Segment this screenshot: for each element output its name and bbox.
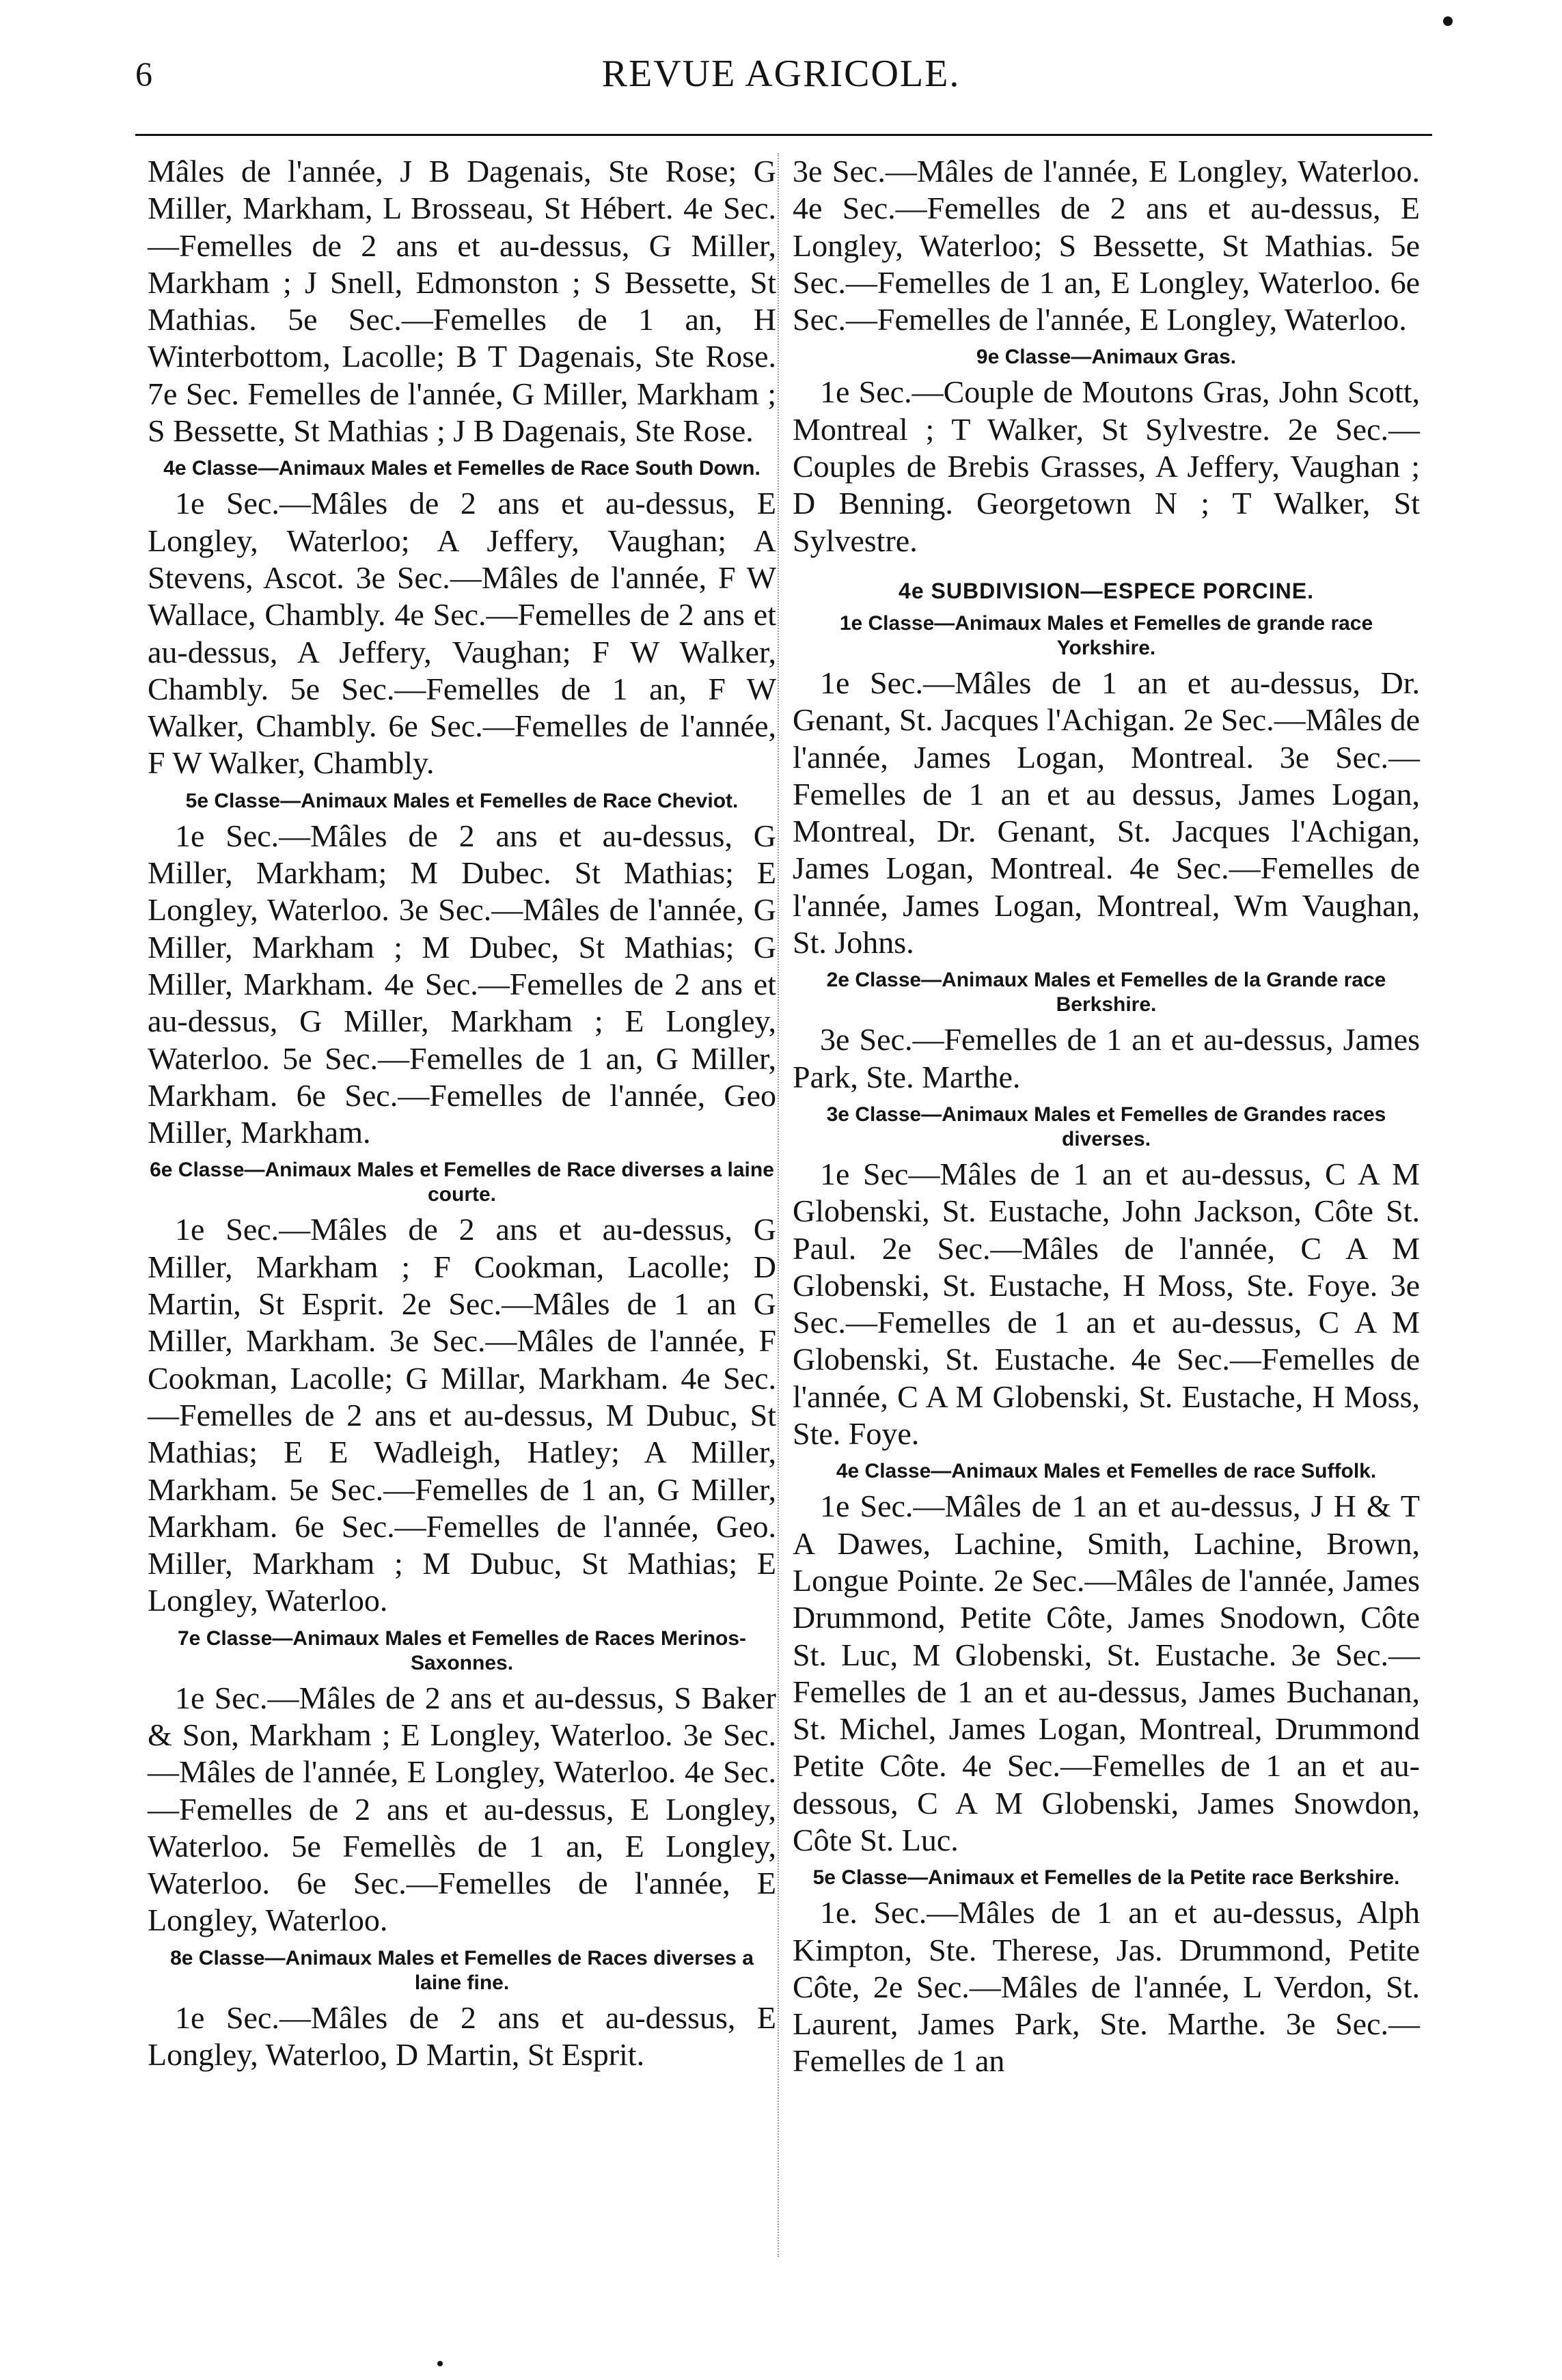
- class-heading-suffolk: 4e Classe—Animaux Males et Femelles de race Suffolk.: [836, 1460, 1377, 1483]
- page-number: 6: [135, 55, 152, 93]
- page-speck: [437, 2361, 443, 2366]
- paragraph: 1e Sec.—Mâles de 1 an et au-dessus, J H & T A Dawes, Lachine, Smith, Lachine, Brown, Longue Pointe. 2e Sec.—Mâles de l'année, James Drummond, Petite Côte, James Snodown, Côte St. Luc, M Globenski, St. Eustache. 3e Sec.—Femelles de 1 an et au-dessus, James Buchanan, St. Michel, James Logan, Montreal, Drummond Petite Côte. 4e Sec.—Femelles de 1 an et au-dessous, C A M Globenski, James Snowdon, Côte St. Luc.: [793, 1489, 1420, 1857]
- page-speck: [1443, 16, 1453, 26]
- paragraph: 1e Sec.—Mâles de 2 ans et au-dessus, G Miller, Markham; M Dubec. St Mathias; E Longley, Waterloo. 3e Sec.—Mâles de l'année, G Miller, Markham ; M Dubec, St Mathias; G Miller, Markham. 4e Sec.—Femelles de 2 ans et au-dessus, G Miller, Markham ; E Longley, Waterloo. 5e Sec.—Femelles de 1 an, G Miller, Markham. 6e Sec.—Femelles de l'année, Geo Miller, Markham.: [148, 818, 776, 1150]
- right-column: [793, 153, 1420, 2080]
- paragraph: 1e Sec.—Mâles de 2 ans et au-dessus, E Longley, Waterloo; A Jeffery, Vaughan; A Stevens, Ascot. 3e Sec.—Mâles de l'année, F W Wallace, Chambly. 4e Sec.—Femelles de 2 ans et au-dessus, A Jeffery, Vaughan; F W Walker, Chambly. 5e Sec.—Femelles de 1 an, F W Walker, Chambly. 6e Sec.—Femelles de l'année, F W Walker, Chambly.: [148, 486, 776, 781]
- paragraph: 1e Sec.—Mâles de 2 ans et au-dessus, S Baker & Son, Markham ; E Longley, Waterloo. 3e Sec.—Mâles de l'année, E Longley, Waterloo. 4e Sec.—Femelles de 2 ans et au-dessus, E Longley, Waterloo. 5e Femellès de 1 an, E Longley, Waterloo. 6e Sec.—Femelles de l'année, E Longley, Waterloo.: [148, 1680, 776, 1938]
- class-heading-animaux-gras: 9e Classe—Animaux Gras.: [976, 346, 1237, 369]
- paragraph: 1e Sec.—Mâles de 2 ans et au-dessus, G Miller, Markham ; F Cookman, Lacolle; D Martin, St Esprit. 2e Sec.—Mâles de 1 an G Miller, Markham. 3e Sec.—Mâles de l'année, F Cookman, Lacolle; G Millar, Markham. 4e Sec.—Femelles de 2 ans et au-dessus, M Dubuc, St Mathias; E E Wadleigh, Hatley; A Miller, Markham. 5e Sec.—Femelles de 1 an, G Miller, Markham. 6e Sec.—Femelles de l'année, Geo. Miller, Markham ; M Dubuc, St Mathias; E Longley, Waterloo.: [148, 1212, 776, 1618]
- class-heading-south-down: 4e Classe—Animaux Males et Femelles de Race South Down.: [163, 457, 761, 480]
- class-heading-grandes-races: 3e Classe—Animaux Males et Femelles de Grandes races diverses.: [826, 1103, 1386, 1150]
- paragraph: 1e. Sec.—Mâles de 1 an et au-dessus, Alph Kimpton, Ste. Therese, Jas. Drummond, Petite Côte, 2e Sec.—Mâles de l'année, L Verdon, St. Laurent, James Park, Ste. Marthe. 3e Sec.—Femelles de 1 an: [793, 1895, 1420, 2079]
- class-heading-laine-fine: 8e Classe—Animaux Males et Femelles de Races diverses a laine fine.: [170, 1946, 754, 1994]
- header-rule: [135, 134, 1432, 136]
- class-heading-berkshire: 2e Classe—Animaux Males et Femelles de la Grande race Berkshire.: [826, 969, 1386, 1016]
- subdivision-heading-porcine: 4e SUBDIVISION—ESPECE PORCINE.: [899, 578, 1314, 603]
- column-gutter: [778, 153, 782, 2257]
- class-heading-yorkshire: 1e Classe—Animaux Males et Femelles de grande race Yorkshire.: [839, 611, 1373, 659]
- paragraph: 3e Sec.—Mâles de l'année, E Longley, Waterloo. 4e Sec.—Femelles de 2 ans et au-dessus, E Longley, Waterloo; S Bessette, St Mathias. 5e Sec.—Femelles de 1 an, E Longley, Waterloo. 6e Sec.—Femelles de l'année, E Longley, Waterloo.: [793, 154, 1420, 337]
- class-heading-merinos: 7e Classe—Animaux Males et Femelles de Races Merinos-Saxonnes.: [177, 1627, 747, 1674]
- paragraph: Mâles de l'année, J B Dagenais, Ste Rose; G Miller, Markham, L Brosseau, St Hébert. 4e Sec.—Femelles de 2 ans et au-dessus, G Miller, Markham ; J Snell, Edmonston ; S Bessette, St Mathias. 5e Sec.—Femelles de 1 an, H Winterbottom, Lacolle; B T Dagenais, Ste Rose. 7e Sec. Femelles de l'année, G Miller, Markham ; S Bessette, St Mathias ; J B Dagenais, Ste Rose.: [148, 154, 776, 449]
- paragraph: 1e Sec—Mâles de 1 an et au-dessus, C A M Globenski, St. Eustache, John Jackson, Côte St. Paul. 2e Sec.—Mâles de l'année, C A M Globenski, St. Eustache, H Moss, Ste. Foye. 3e Sec.—Femelles de 1 an et au-dessus, C A M Globenski, St. Eustache. 4e Sec.—Femelles de l'année, C A M Globenski, St. Eustache, H Moss, Ste. Foye.: [793, 1156, 1420, 1452]
- left-column: [148, 153, 776, 2073]
- paragraph: 3e Sec.—Femelles de 1 an et au-dessus, James Park, Ste. Marthe.: [793, 1022, 1420, 1094]
- paragraph: 1e Sec.—Mâles de 1 an et au-dessus, Dr. Genant, St. Jacques l'Achigan. 2e Sec.—Mâles de l'année, James Logan, Montreal. 3e Sec.—Femelles de 1 an et au dessus, James Logan, Montreal, Dr. Genant, St. Jacques l'Achigan, James Logan, Montreal. 4e Sec.—Femelles de l'année, James Logan, Montreal, Wm Vaughan, St. Johns.: [793, 665, 1420, 960]
- paragraph: 1e Sec.—Mâles de 2 ans et au-dessus, E Longley, Waterloo, D Martin, St Esprit.: [148, 2000, 776, 2073]
- class-heading-cheviot: 5e Classe—Animaux Males et Femelles de Race Cheviot.: [185, 789, 739, 812]
- class-heading-laine-courte: 6e Classe—Animaux Males et Femelles de Race diverses a laine courte.: [150, 1159, 774, 1206]
- paragraph: 1e Sec.—Couple de Moutons Gras, John Scott, Montreal ; T Walker, St Sylvestre. 2e Sec.—Couples de Brebis Grasses, A Jeffery, Vaughan ; D Benning. Georgetown N ; T Walker, St Sylvestre.: [793, 374, 1420, 558]
- class-heading-petite-berkshire: 5e Classe—Animaux et Femelles de la Petite race Berkshire.: [812, 1866, 1400, 1890]
- running-head-title: REVUE AGRICOLE.: [601, 53, 961, 95]
